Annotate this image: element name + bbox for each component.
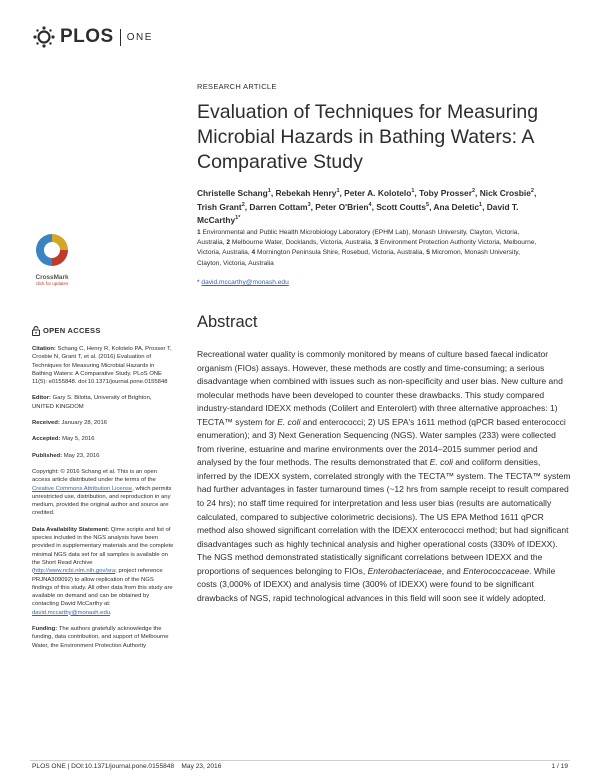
logo-divider (120, 29, 121, 46)
crossmark-icon (34, 232, 70, 268)
author[interactable]: Ana Deletic$^1$ (433, 201, 483, 212)
crossmark-label: CrossMark (35, 274, 69, 281)
affiliations: 1 Environmental and Public Health Microbiology Laboratory (EPHM Lab), Monash University, Clayton, Victoria, Australia, 2 Melbourne Water, Docklands, Victoria, Australia, 3 Environment Protection Authority Victoria, Melbourne, Victoria, Australia, 4 Mornington Peninsula Shire, Rosebud, Victoria, Australia, 5 Micromon, Monash University, Clayton, Victoria, Australia (197, 229, 537, 267)
corresponding-email-link[interactable]: david.mccarthy@monash.edu (201, 279, 289, 286)
abstract-body: Recreational water quality is commonly monitored by means of culture based faecal indicator organism (FIOs) assays. However, these methods are costly and time-consuming; a serious disadvantage when combined with issues such as non-specificity and user bias. New culture and molecular methods have been developed to counter these drawbacks. This study compared industry-standard IDEXX methods (Colilert and Enterolert) with three alternative approaches: 1) TECTA™ system for E. coli and enterococci; 2) US EPA's 1611 method (qPCR based enterococci enumeration); and 3) Next Generation Sequencing (NGS). Water samples (233) were collected from riverine, estuarine and marine environments over the 2014–2015 summer period and analysed by the four methods. The results demonstrated that E. coli and coliform densities, inferred by the IDEXX system, correlated strongly with the TECTA™ system. The TECTA™ system had further advantages in faster turnaround times (~12 hrs from sample receipt to result compared to 24 hrs); no staff time required for interpretation and less user bias (results are automatically calculated, compared to subjective colorimetric decisions). The US EPA Method 1611 qPCR method also showed significant correlation with the IDEXX enterococci method; but had significant disadvantages such as highly technical analysis and higher operational costs (330% of IDEXX). The NGS method demonstrated statistically significant correlations between IDEXX and the proportions of sequences belonging to FIOs, Enterobacteriaceae, and Enterococcaceae. While costs (3,000% of IDEXX) and analysis time (300% of IDEXX) were found to be significant drawbacks of NGS, rapid technological advances in this field will soon see it widely adopted. (197, 349, 571, 603)
author-list: Christelle Schang$^1$, Rebekah Henry$^1$, Peter A. Kolotelo$^1$, Toby Prosser$^2$, Nick Crosbie$^2$, Trish Grant$^2$, Darren Cottam$^3$, Peter O'Brien$^4$, Scott Coutts$^5$, Ana Deletic$^1$, David T. McCarthy$^{1*}$ (197, 187, 537, 226)
article-info-column (32, 326, 174, 658)
contact-email-link[interactable]: david.mccarthy@monash.edu (32, 609, 111, 616)
article-type: RESEARCH ARTICLE (197, 82, 277, 91)
logo-brand: PLOS (60, 26, 114, 47)
copyright: Copyright: © 2016 Schang et al. This is an open access article distributed under the terms of the Creative Commons Attribution License, which permits unrestricted use, distribution, and reproduction in any medium, provided the original author and source are credited. (32, 468, 172, 517)
data-availability: Data Availability Statement: Qime scripts and list of species included in the NGS analysis have been provided in supplementary materials and the complete minimal NGS data set for all samples is available on the Short Read Archive (http://www.ncbi.nlm.nih.gov/sra; project reference PRJNA309092) to allow replication of the NGS findings of this study. All other data from this study are available on demand and can be obtained by contacting David McCarthy at: david.mccarthy@monash.edu. (32, 526, 174, 616)
open-access-label: OPEN ACCESS (32, 326, 174, 336)
accepted-date: Accepted: May 5, 2016 (32, 436, 95, 443)
license-link[interactable]: Creative Commons Attribution License (32, 485, 133, 492)
sra-link[interactable]: http://www.ncbi.nlm.nih.gov/sra (33, 568, 116, 575)
article-title: Evaluation of Techniques for Measuring Microbial Hazards in Bathing Waters: A Comparative Study (197, 101, 539, 173)
author[interactable]: Nick Crosbie$^2$ (479, 187, 534, 198)
author[interactable]: Darren Cottam$^3$ (249, 201, 311, 212)
corresponding-author: * david.mccarthy@monash.edu (197, 279, 289, 286)
author[interactable]: David T. McCarthy$^{1*}$ (197, 201, 519, 226)
author[interactable]: Rebekah Henry$^1$ (275, 187, 340, 198)
author[interactable]: Peter O'Brien$^4$ (315, 201, 372, 212)
author[interactable]: Scott Coutts$^5$ (376, 201, 430, 212)
citation: Citation: Schang C, Henry R, Kolotelo PA, Prosser T, Crosbie N, Grant T, et al. (2016) Evaluation of Techniques for Measuring Microbial Hazards in Bathing Waters: A Comparative Study. PLoS ONE 11(5): e0155848. doi:10.1371/journal.pone.0155848 (32, 346, 172, 386)
abstract-heading: Abstract (197, 313, 258, 331)
author[interactable]: Christelle Schang$^1$ (197, 187, 271, 198)
author[interactable]: Trish Grant$^2$ (197, 201, 245, 212)
logo-journal: ONE (126, 31, 153, 43)
page-number: 1 / 19 (551, 763, 568, 770)
author[interactable]: Toby Prosser$^2$ (419, 187, 476, 198)
open-lock-icon (32, 326, 40, 336)
published-date: Published: May 23, 2016 (32, 452, 100, 459)
funding: Funding: The authors gratefully acknowledge the funding, data contribution, and support of Melbourne Water, the Environment Protection Authority (32, 626, 169, 649)
editor: Editor: Gary S. Bilotta, University of Brighton, UNITED KINGDOM (32, 395, 152, 410)
author[interactable]: Peter A. Kolotelo$^1$ (344, 187, 415, 198)
crossmark-badge[interactable] (32, 232, 72, 286)
plos-one-logo[interactable] (32, 26, 153, 48)
footer-divider (30, 760, 570, 761)
received-date: Received: January 28, 2016 (32, 420, 108, 427)
crossmark-sub: click for updates (35, 281, 69, 286)
plos-dots-icon (32, 26, 56, 48)
footer-citation: PLOS ONE | DOI:10.1371/journal.pone.0155848 May 23, 2016 (32, 763, 222, 770)
